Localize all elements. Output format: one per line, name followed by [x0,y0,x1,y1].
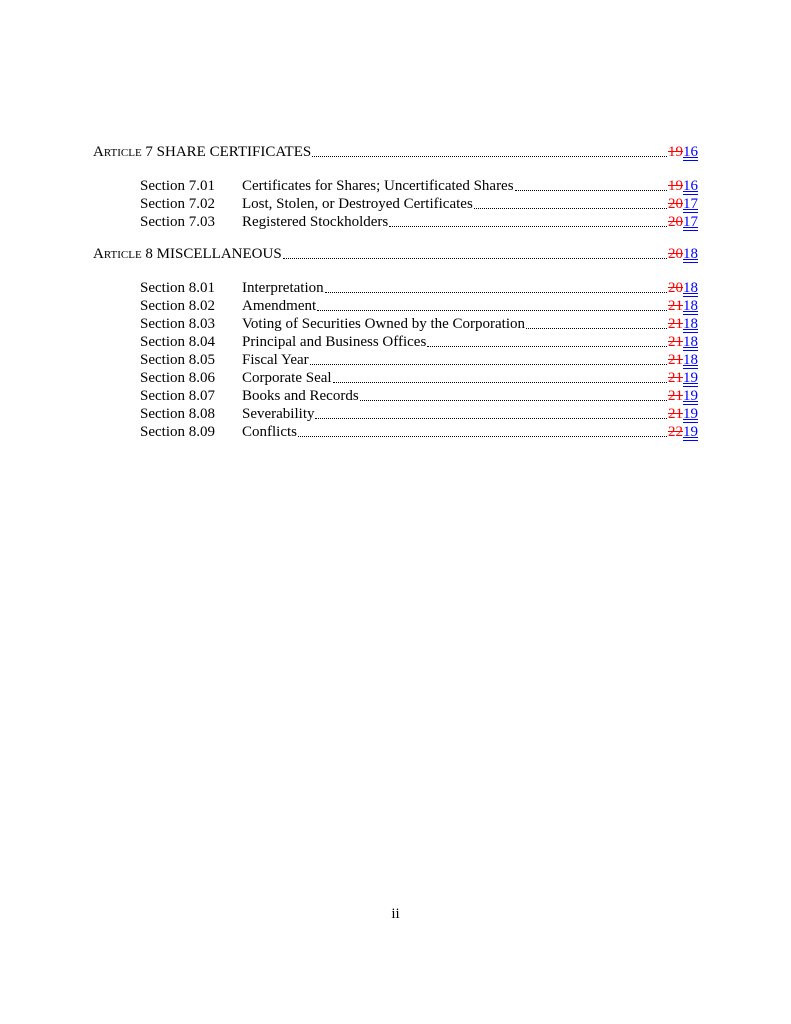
page-number: ii [391,906,400,922]
section-number: Section 8.06 [140,370,215,386]
section-title: Books and Records [242,388,359,404]
article-title: Article 8 MISCELLANEOUS [93,246,282,262]
dot-leader [389,226,667,227]
section-number: Section 8.05 [140,352,215,368]
toc-article-entry[interactable] [93,143,698,161]
dot-leader [360,400,667,401]
deleted-page-number: 21 [668,298,683,314]
section-title: Registered Stockholders [242,214,389,230]
deleted-page-number: 19 [668,178,683,194]
section-title: Fiscal Year [242,352,309,368]
section-title: Principal and Business Offices [242,334,427,350]
deleted-page-number: 21 [668,406,683,422]
section-title: Severability [242,406,315,422]
inserted-page-number[interactable]: 19 [683,370,698,386]
inserted-page-number[interactable]: 18 [683,298,698,314]
dot-leader [526,328,667,329]
section-title: Certificates for Shares; Uncertificated Shares [242,178,514,194]
section-title: Voting of Securities Owned by the Corporation [242,316,526,332]
section-number: Section 8.03 [140,316,215,332]
section-title: Corporate Seal [242,370,332,386]
section-number: Section 8.08 [140,406,215,422]
inserted-page-number[interactable]: 19 [683,388,698,404]
section-number: Section 7.02 [140,196,215,212]
inserted-page-number[interactable]: 17 [683,196,698,212]
inserted-page-number[interactable]: 19 [683,406,698,422]
dot-leader [298,436,667,437]
deleted-page-number: 21 [668,370,683,386]
inserted-page-number[interactable]: 18 [683,246,698,262]
section-number: Section 8.02 [140,298,215,314]
section-number: Section 8.01 [140,280,215,296]
toc-section-entry[interactable] [93,195,698,213]
deleted-page-number: 20 [668,246,683,262]
inserted-page-number[interactable]: 16 [683,178,698,194]
inserted-page-number[interactable]: 18 [683,352,698,368]
article-title: Article 7 SHARE CERTIFICATES [93,144,312,160]
toc-section-entry[interactable] [93,405,698,423]
toc-section-entry[interactable] [93,315,698,333]
toc-section-entry[interactable] [93,333,698,351]
deleted-page-number: 21 [668,316,683,332]
dot-leader [315,418,667,419]
inserted-page-number[interactable]: 18 [683,334,698,350]
section-title: Amendment [242,298,317,314]
deleted-page-number: 21 [668,388,683,404]
dot-leader [427,346,667,347]
toc-section-entry[interactable] [93,369,698,387]
toc-section-entry[interactable] [93,177,698,195]
inserted-page-number[interactable]: 18 [683,280,698,296]
section-number: Section 7.01 [140,178,215,194]
dot-leader [312,156,667,157]
toc-section-entry[interactable] [93,423,698,441]
section-number: Section 8.07 [140,388,215,404]
inserted-page-number[interactable]: 19 [683,424,698,440]
section-title: Interpretation [242,280,324,296]
toc-section-entry[interactable] [93,387,698,405]
deleted-page-number: 19 [668,144,683,160]
section-title: Conflicts [242,424,297,440]
deleted-page-number: 22 [668,424,683,440]
deleted-page-number: 20 [668,196,683,212]
dot-leader [325,292,667,293]
inserted-page-number[interactable]: 16 [683,144,698,160]
deleted-page-number: 20 [668,280,683,296]
toc-section-entry[interactable] [93,297,698,315]
dot-leader [310,364,667,365]
deleted-page-number: 20 [668,214,683,230]
toc-section-entry[interactable] [93,213,698,231]
section-title: Lost, Stolen, or Destroyed Certificates [242,196,473,212]
deleted-page-number: 21 [668,352,683,368]
section-number: Section 8.04 [140,334,215,350]
toc-section-entry[interactable] [93,279,698,297]
deleted-page-number: 21 [668,334,683,350]
inserted-page-number[interactable]: 17 [683,214,698,230]
dot-leader [283,258,667,259]
dot-leader [515,190,667,191]
toc-article-entry[interactable] [93,245,698,263]
dot-leader [474,208,667,209]
table-of-contents [93,143,698,441]
section-number: Section 8.09 [140,424,215,440]
section-number: Section 7.03 [140,214,215,230]
toc-section-entry[interactable] [93,351,698,369]
inserted-page-number[interactable]: 18 [683,316,698,332]
dot-leader [333,382,667,383]
dot-leader [317,310,667,311]
